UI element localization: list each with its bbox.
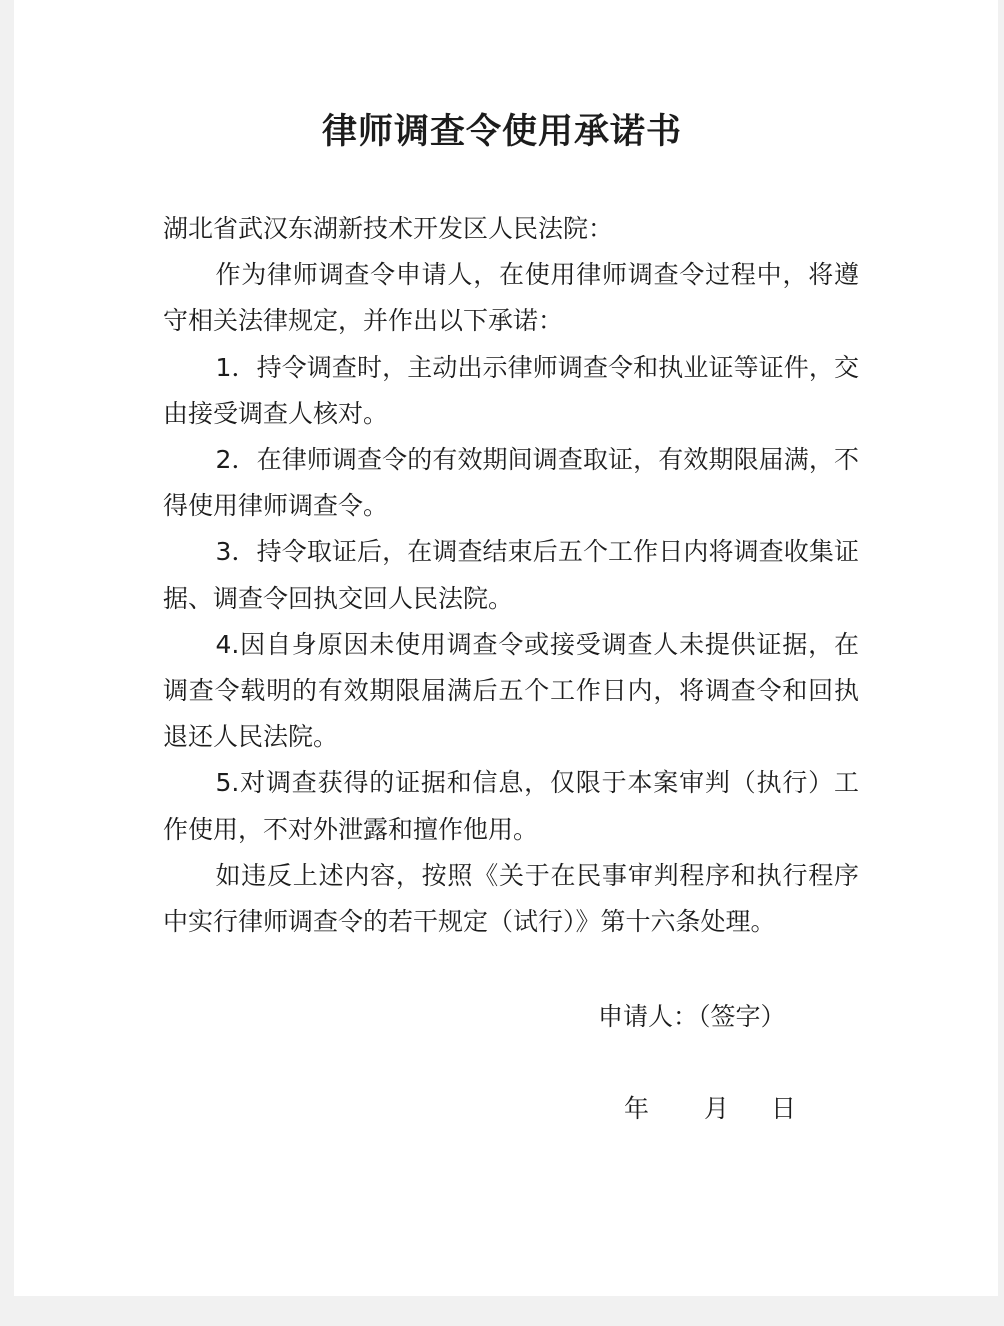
date-line (0, 1086, 1004, 1132)
commitment-item-3: 3．持令取证后，在调查结束后五个工作日内将调查收集证据、调查令回执交回人民法院。 (163, 537, 859, 613)
addressee: 湖北省武汉东湖新技术开发区人民法院： (163, 214, 614, 243)
document-title: 律师调查令使用承诺书 (321, 112, 682, 152)
date-day-label: 日 (771, 1094, 797, 1123)
date-year-label: 年 (624, 1094, 650, 1123)
closing-paragraph: 如违反上述内容，按照《关于在民事审判程序和执行程序中实行律师调查令的若干规定（试行）》第十六条处理。 (163, 860, 859, 937)
intro-paragraph: 作为律师调查令申请人，在使用律师调查令过程中，将遵守相关法律规定，并作出以下承诺： (163, 260, 859, 336)
document-body (163, 206, 859, 945)
commitment-item-4: 4.因自身原因未使用调查令或接受调查人未提供证据，在调查令载明的有效期限届满后五个工作日内，将调查令和回执退还人民法院。 (163, 629, 859, 752)
commitment-item-5: 5.对调查获得的证据和信息，仅限于本案审判（执行）工作使用，不对外泄露和擅作他用。 (163, 768, 859, 844)
commitment-item-2: 2．在律师调查令的有效期间调查取证，有效期限届满，不得使用律师调查令。 (163, 445, 859, 521)
commitment-item-1: 1．持令调查时，主动出示律师调查令和执业证等证件，交由接受调查人核对。 (163, 352, 859, 428)
signature-label: 申请人：（签字） (598, 1002, 786, 1031)
date-month-label: 月 (704, 1094, 730, 1123)
